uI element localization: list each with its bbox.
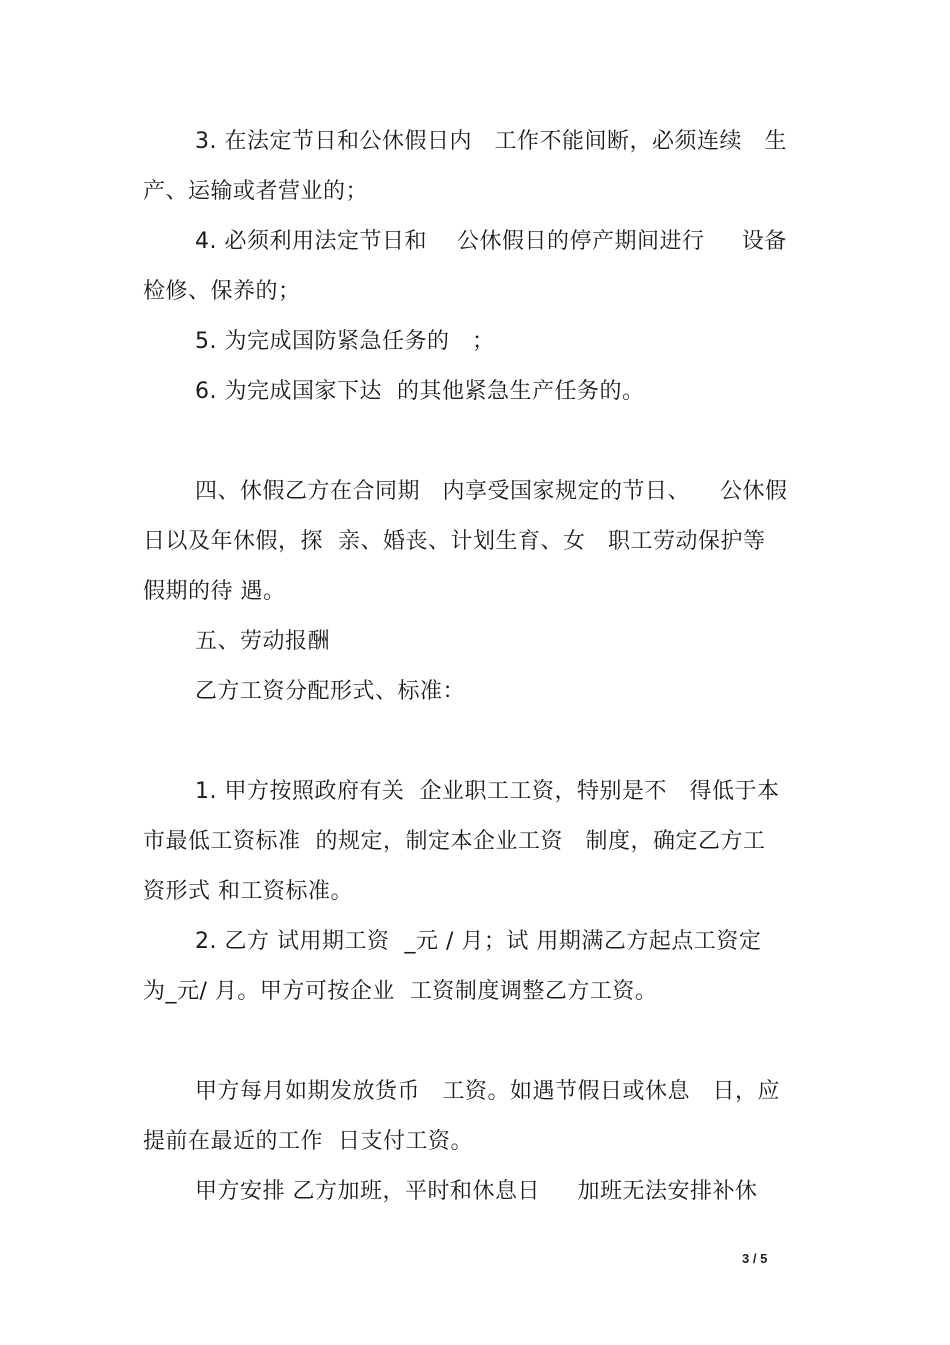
- paragraph-line: 产、运输或者营业的；: [143, 179, 369, 204]
- section-heading: 五、劳动报酬: [195, 629, 331, 654]
- paragraph-line: 3. 在法定节日和公休假日内 工作不能间断，必须连续 生: [195, 129, 787, 154]
- page-number: 3 / 5: [742, 1251, 768, 1266]
- paragraph-line: 1. 甲方按照政府有关 企业职工工资，特别是不 得低于本: [195, 779, 780, 804]
- paragraph-line: 甲方安排 乙方加班，平时和休息日 加班无法安排补休: [195, 1179, 758, 1204]
- paragraph-line: 5. 为完成国防紧急任务的 ；: [195, 329, 495, 354]
- paragraph-line: 假期的待 遇。: [143, 579, 286, 604]
- paragraph-line: 为_元/ 月。甲方可按企业 工资制度调整乙方工资。: [143, 979, 658, 1004]
- paragraph-line: 4. 必须利用法定节日和 公休假日的停产期间进行 设备: [195, 229, 787, 254]
- paragraph-line: 2. 乙方 试用期工资 _元 / 月；试 用期满乙方起点工资定: [195, 929, 762, 954]
- paragraph-line: 日以及年休假，探 亲、婚丧、计划生育、女 职工劳动保护等: [143, 529, 766, 554]
- paragraph-line: 提前在最近的工作 日支付工资。: [143, 1129, 473, 1154]
- paragraph-line: 资形式 和工资标准。: [143, 879, 353, 904]
- paragraph-line: 检修、保养的；: [143, 279, 301, 304]
- paragraph-line: 乙方工资分配形式、标准：: [195, 679, 466, 704]
- paragraph-line: 市最低工资标准 的规定，制定本企业工资 制度，确定乙方工: [143, 829, 766, 854]
- paragraph-line: 甲方每月如期发放货币 工资。如遇节假日或休息 日，应: [195, 1079, 780, 1104]
- section-heading-line: 四、休假乙方在合同期 内享受国家规定的节日、 公休假: [195, 479, 788, 504]
- paragraph-line: 6. 为完成国家下达 的其他紧急生产任务的。: [195, 379, 645, 404]
